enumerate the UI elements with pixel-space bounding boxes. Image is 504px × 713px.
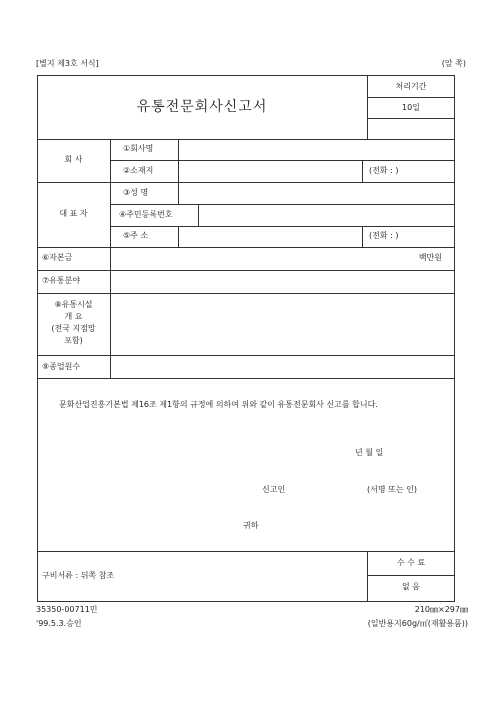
facilities-label-4: 포함) [64,336,83,345]
company-phone: (전화 : ) [369,166,399,175]
company-name-label: ①회사명 [123,144,154,153]
paper-size: 210㎜×297㎜ [414,605,468,614]
facilities-label-2: 개 요 [64,312,83,321]
capital-unit: 백만원 [418,253,442,262]
form-number: [별지 제3호 서식] [36,59,99,68]
form-title: 유통전문회사신고서 [136,99,268,115]
required-documents: 구비서류 : 뒤쪽 참조 [42,571,115,580]
facilities-label-3: (전국 지점망 [51,324,96,333]
addressee: 귀하 [243,521,259,530]
representative-section-label: 대 표 자 [59,209,88,218]
signature-note: (서명 또는 인) [367,485,417,494]
declarant-label: 신고인 [262,485,286,494]
rep-id-label: ④주민등록번호 [119,210,173,219]
capital-label: ⑥자본금 [42,253,73,262]
page-side: (앞 쪽) [441,59,466,68]
rep-address-label: ⑤주 소 [123,231,149,240]
form-code: 35350-00711민 [36,605,98,614]
processing-period-label: 처리기간 [395,82,427,91]
fee-value: 없 음 [402,582,420,591]
processing-period-value: 10일 [402,103,420,112]
declaration-date: 년 월 일 [355,448,384,457]
company-section-label: 회 사 [64,155,83,164]
employees-label: ⑨종업원수 [42,362,81,371]
rep-phone: (전화 : ) [369,231,399,240]
declaration-text: 문화산업진흥기본법 제16조 제1항의 규정에 의하여 위와 같이 유통전문회사 신고를 합니다. [59,400,378,409]
paper-type: (일반용지60g/㎡(재활용품)) [367,619,468,628]
approval-date: '99.5.3.승인 [36,619,82,628]
rep-name-label: ③성 명 [123,188,149,197]
facilities-label-1: ⑧유통시설 [54,300,93,309]
company-address-label: ②소재지 [123,166,154,175]
fee-label: 수 수 료 [396,558,426,567]
distribution-field-label: ⑦유통분야 [42,276,81,285]
